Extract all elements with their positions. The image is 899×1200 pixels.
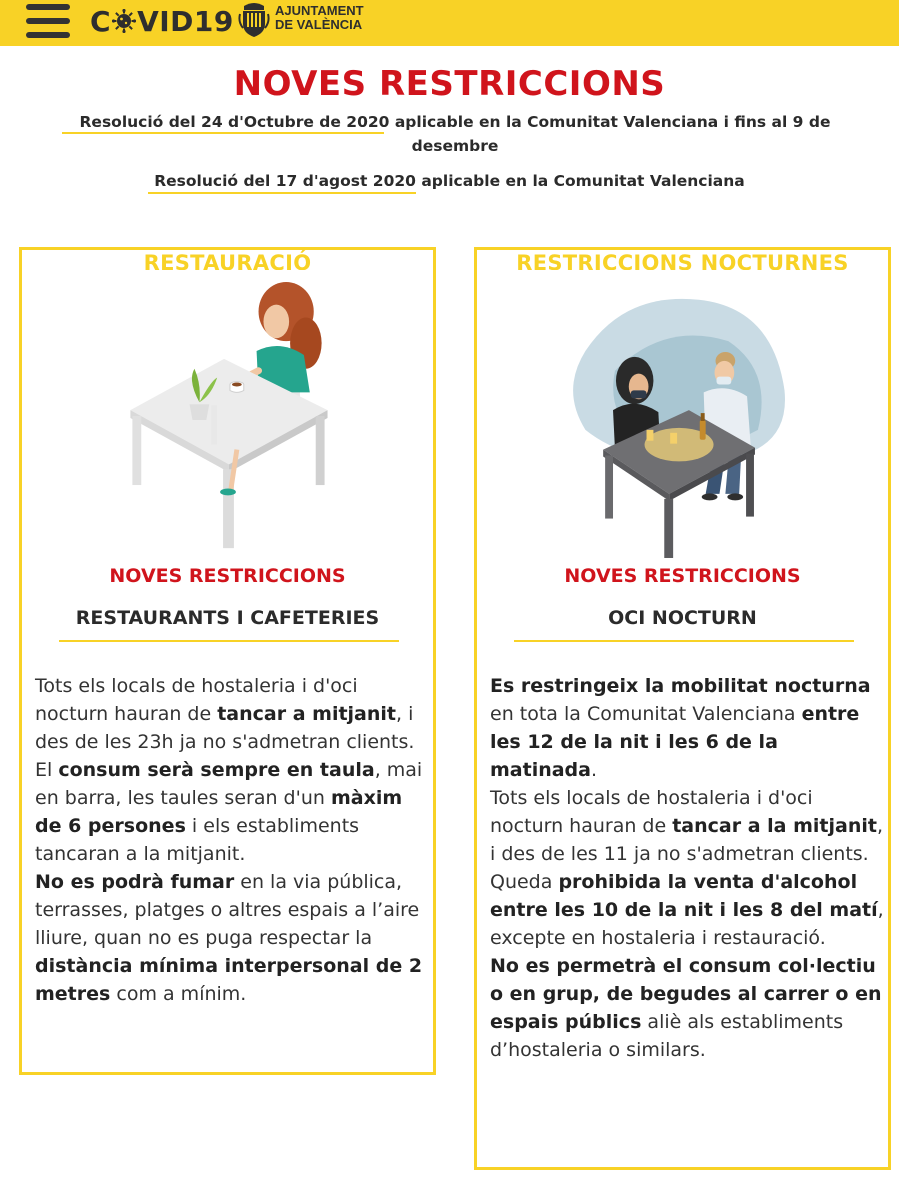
- card-heading: RESTAURACIÓ: [143, 251, 312, 270]
- emphasis-text: màxim de 6 persones: [35, 787, 403, 837]
- body-paragraph: [490, 868, 890, 952]
- emphasis-text: tancar a mitjanit: [217, 703, 397, 725]
- card-subtitle: RESTAURANTS I CAFETERIES: [75, 607, 380, 629]
- couple-with-masks-at-bar-table-illustration: [477, 280, 888, 560]
- brand-prefix: C: [90, 4, 112, 38]
- card-body-text: [35, 672, 435, 1008]
- card-heading: RESTRICCIONS NOCTURNES: [516, 251, 849, 270]
- card-subtitle-underline: [59, 640, 399, 642]
- emphasis-text: entre les 12 de la nit i les 6 de la matinada: [490, 703, 860, 781]
- body-text-run: i els establiments tancaran a la mitjanit.: [35, 815, 360, 865]
- org-line-2: DE VALÈNCIA: [275, 17, 363, 32]
- emphasis-text: Es restringeix la mobilitat nocturna: [490, 675, 871, 697]
- body-paragraph: [35, 672, 435, 756]
- resolution-2-date: Resolució del 17 d'agost 2020: [154, 172, 416, 190]
- card-body-text: [490, 672, 890, 1064]
- body-text-run: El: [35, 759, 59, 781]
- body-text-run: .: [590, 759, 598, 781]
- card-subtitle: OCI NOCTURN: [608, 607, 757, 629]
- body-text-run: , excepte en hostaleria i restauració.: [490, 899, 884, 949]
- body-text-run: com a mínim.: [110, 983, 247, 1005]
- emphasis-text: tancar a la mitjanit: [672, 815, 877, 837]
- body-paragraph: [490, 952, 890, 1064]
- body-text-run: , mai en barra, les taules seran d'un: [35, 759, 423, 809]
- resolution-2-rest: aplicable en la Comunitat Valenciana: [415, 172, 745, 190]
- emphasis-text: No es podrà fumar: [35, 871, 235, 893]
- org-line-1: AJUNTAMENT: [275, 3, 364, 18]
- card-subtitle-red: NOVES RESTRICCIONS: [564, 565, 801, 587]
- body-text-run: Tots els locals de hostaleria i d'oci nocturn hauran de: [490, 787, 813, 837]
- body-text-run: en la via pública, terrasses, platges o altres espais a l’aire lliure, quan no es puga respectar la: [35, 871, 420, 949]
- top-bar: [0, 0, 899, 46]
- resolution-2-underline: [148, 192, 416, 194]
- card-subtitle-red: NOVES RESTRICCIONS: [109, 565, 346, 587]
- resolution-1-rest: aplicable en la Comunitat Valenciana i fins al 9 de desembre: [389, 113, 831, 155]
- emphasis-text: No es permetrà el consum col·lectiu o en grup, de begudes al carrer o en espais públics: [490, 955, 882, 1033]
- card-subtitle-underline: [514, 640, 854, 642]
- emphasis-text: consum serà sempre en taula: [58, 759, 375, 781]
- body-paragraph: [35, 756, 435, 868]
- body-paragraph: [35, 868, 435, 1008]
- body-text-run: , i des de les 23h ja no s'admetran clients.: [35, 703, 415, 753]
- menu-icon[interactable]: [26, 4, 70, 38]
- body-text-run: en tota la Comunitat Valenciana: [490, 703, 802, 725]
- page-title: NOVES RESTRICCIONS: [233, 64, 666, 104]
- city-shield-icon: [238, 2, 270, 38]
- restauracio-card: [19, 247, 436, 1075]
- body-paragraph: [490, 672, 890, 784]
- body-text-run: Queda: [490, 871, 559, 893]
- emphasis-text: prohibida la venta d'alcohol entre les 10 de la nit i les 8 del matí: [490, 871, 878, 921]
- body-text-run: , i des de les 11 ja no s'admetran clients.: [490, 815, 883, 865]
- brand-suffix: VID19: [137, 4, 234, 38]
- resolution-1-date: Resolució del 24 d'Octubre de 2020: [79, 113, 390, 131]
- body-text-run: aliè als establiments d’hostaleria o similars.: [490, 1011, 844, 1061]
- woman-at-cafe-table-illustration: [22, 280, 433, 560]
- body-text-run: Tots els locals de hostaleria i d'oci nocturn hauran de: [35, 675, 358, 725]
- emphasis-text: distància mínima interpersonal de 2 metres: [35, 955, 423, 1005]
- ajuntament-label[interactable]: [275, 4, 364, 32]
- resolution-1: [60, 110, 850, 158]
- restriccions-nocturnes-card: [474, 247, 891, 1170]
- resolution-2: [0, 169, 899, 193]
- covid19-logo[interactable]: [90, 3, 234, 39]
- virus-icon: [112, 9, 136, 33]
- resolution-1-underline: [62, 132, 384, 134]
- body-paragraph: [490, 784, 890, 868]
